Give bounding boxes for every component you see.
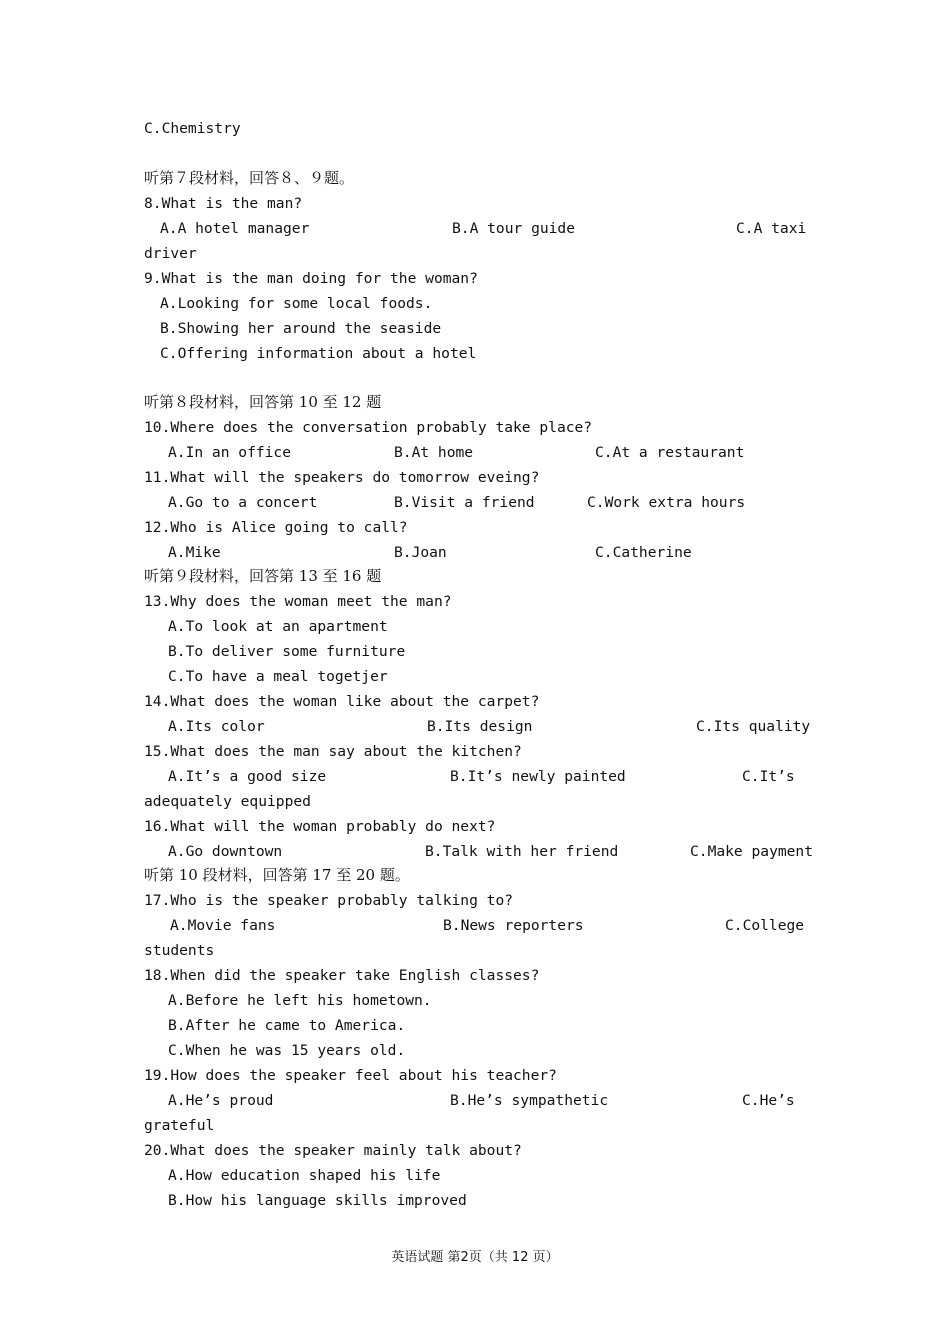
option-b: B.After he came to America. <box>168 1017 406 1034</box>
option-b: B.Showing her around the seaside <box>160 320 442 337</box>
option-continuation: students <box>144 942 215 959</box>
option-a: A.Go downtown <box>168 843 283 860</box>
option-continuation: adequately equipped <box>144 793 311 810</box>
option-c: C.Work extra hours <box>587 494 746 511</box>
question-15: 15.What does the man say about the kitchen? <box>144 743 522 760</box>
option-b: B.It’s newly painted <box>450 768 626 785</box>
question-11: 11.What will the speakers do tomorrow eveing? <box>144 469 540 486</box>
option-a: A.Mike <box>168 544 221 561</box>
option-c: C.College <box>725 917 805 934</box>
page-footer: 英语试题 第2页（共 12 页） <box>391 1250 559 1265</box>
option-c: C.Make payment <box>690 843 814 860</box>
option-b: B.News reporters <box>443 917 584 934</box>
option-a: A.How education shaped his life <box>168 1167 441 1184</box>
option-a: A.He’s proud <box>168 1092 274 1109</box>
option-b: B.How his language skills improved <box>168 1192 467 1209</box>
option-a: A.In an office <box>168 444 292 461</box>
option-a: A.Before he left his hometown. <box>168 992 432 1009</box>
option-b: B.Joan <box>394 544 447 561</box>
options-row <box>160 216 840 241</box>
question-16: 16.What will the woman probably do next? <box>144 818 496 835</box>
option-a: A.To look at an apartment <box>168 618 388 635</box>
option-b: B.Its design <box>427 718 533 735</box>
options-row <box>168 764 848 789</box>
option-b: B.At home <box>394 444 474 461</box>
options-row <box>168 440 848 465</box>
option-c: C.It’s <box>742 768 795 785</box>
option-c: C.Offering information about a hotel <box>160 345 477 362</box>
options-row <box>168 913 848 938</box>
option-b: B.A tour guide <box>452 220 576 237</box>
options-row <box>168 714 848 739</box>
question-19: 19.How does the speaker feel about his teacher? <box>144 1067 557 1084</box>
option-b: B.Visit a friend <box>394 494 535 511</box>
option-a: A.A hotel manager <box>160 220 310 237</box>
option-a: A.It’s a good size <box>168 768 327 785</box>
option-continuation: grateful <box>144 1117 215 1134</box>
option-a: A.Movie fans <box>170 917 276 934</box>
section-heading: 听第７段材料，回答８、９题。 <box>144 169 355 187</box>
option-c: C.At a restaurant <box>595 444 745 461</box>
option-c: C.Catherine <box>595 544 692 561</box>
option-a: A.Go to a concert <box>168 494 318 511</box>
question-14: 14.What does the woman like about the carpet? <box>144 693 540 710</box>
section-heading: 听第８段材料，回答第 10 至 12 题 <box>144 393 382 411</box>
options-row <box>168 1088 848 1113</box>
options-row <box>168 490 848 515</box>
option-b: B.To deliver some furniture <box>168 643 406 660</box>
option-c: C.To have a meal togetjer <box>168 668 388 685</box>
section-heading: 听第 10 段材料，回答第 17 至 20 题。 <box>144 866 410 884</box>
option-a: A.Looking for some local foods. <box>160 295 433 312</box>
option-c: C.A taxi <box>736 220 807 237</box>
option-b: B.Talk with her friend <box>425 843 619 860</box>
options-row <box>168 839 848 864</box>
question-9: 9.What is the man doing for the woman? <box>144 270 478 287</box>
option-b: B.He’s sympathetic <box>450 1092 609 1109</box>
option-c: C.When he was 15 years old. <box>168 1042 406 1059</box>
question-12: 12.Who is Alice going to call? <box>144 519 408 536</box>
option-continuation: driver <box>144 245 197 262</box>
option-line: C.Chemistry <box>144 120 241 137</box>
section-heading: 听第９段材料，回答第 13 至 16 题 <box>144 567 382 585</box>
option-c: C.He’s <box>742 1092 795 1109</box>
option-c: C.Its quality <box>696 718 811 735</box>
question-17: 17.Who is the speaker probably talking to? <box>144 892 514 909</box>
question-20: 20.What does the speaker mainly talk about? <box>144 1142 522 1159</box>
question-10: 10.Where does the conversation probably take place? <box>144 419 593 436</box>
options-row <box>168 540 848 565</box>
question-13: 13.Why does the woman meet the man? <box>144 593 452 610</box>
option-a: A.Its color <box>168 718 265 735</box>
question-8: 8.What is the man? <box>144 195 303 212</box>
question-18: 18.When did the speaker take English classes? <box>144 967 540 984</box>
